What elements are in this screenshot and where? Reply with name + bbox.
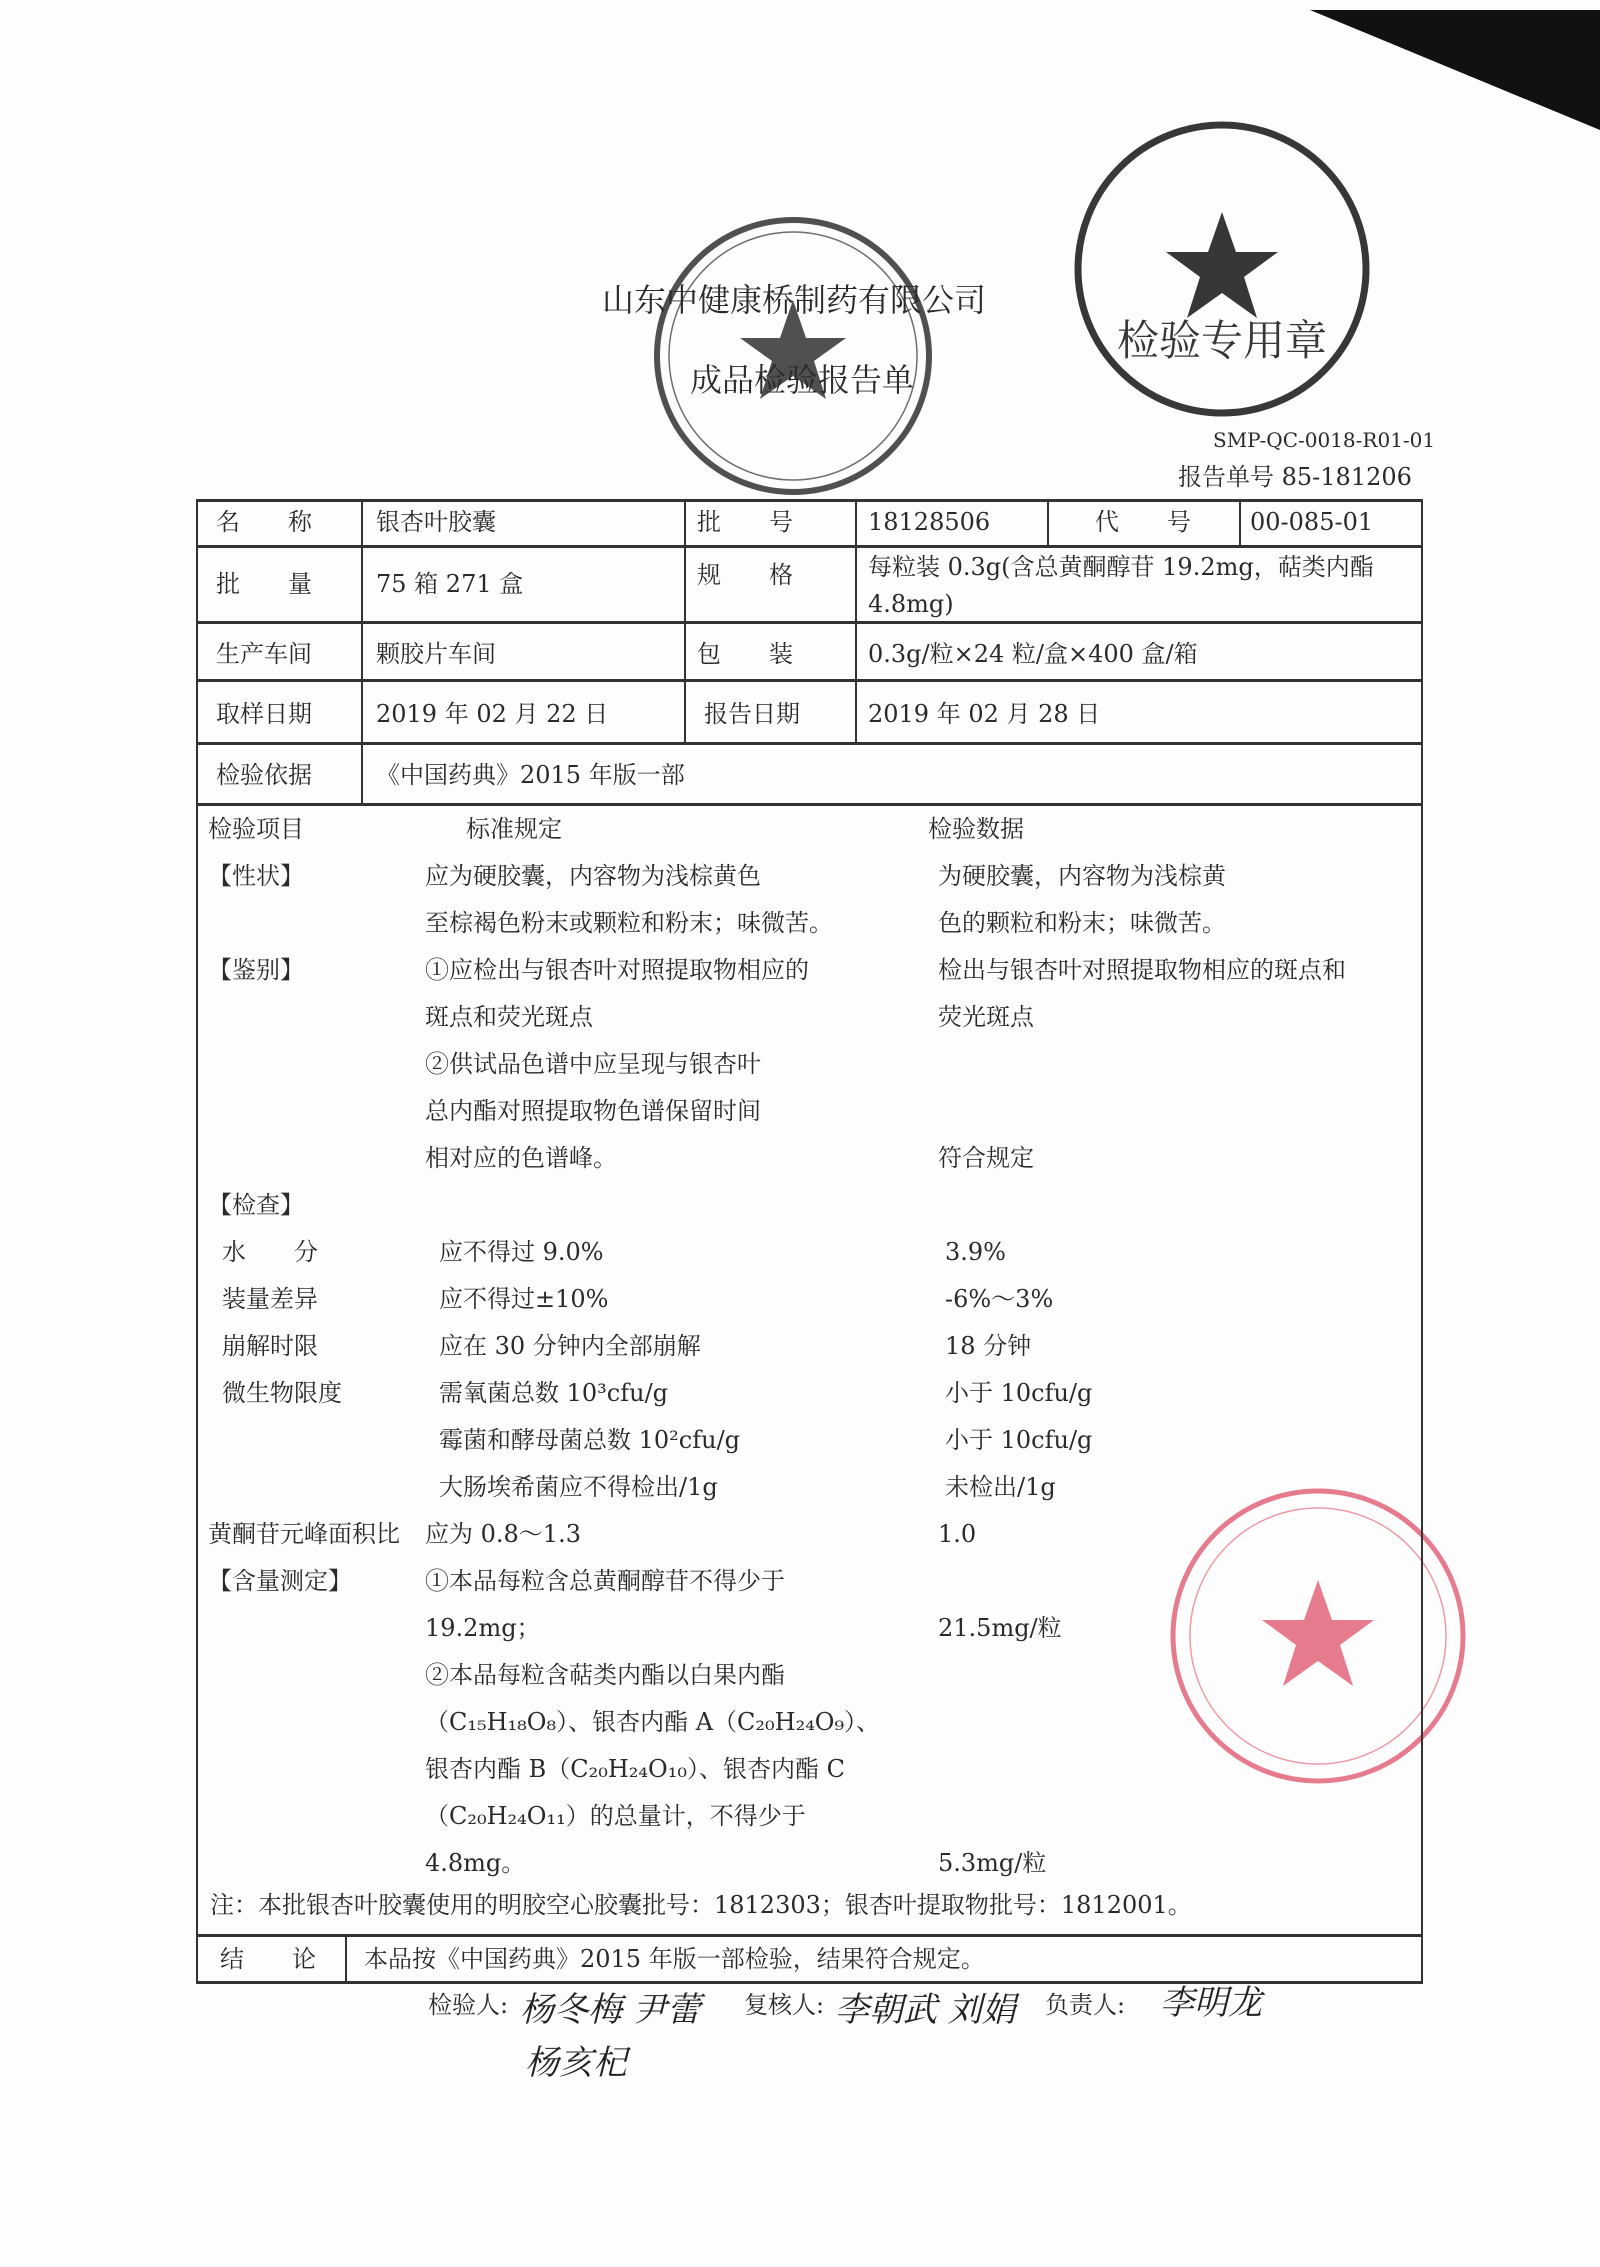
svg-text:检验专用章: 检验专用章 [1116,316,1328,365]
value-spec-line1: 每粒装 0.3g(含总黄酮醇苷 19.2mg，萜类内酯 [868,553,1374,581]
row-standard: 4.8mg。 [425,1849,526,1877]
value-code: 00-085-01 [1250,508,1374,536]
conclusion-text: 本品按《中国药典》2015 年版一部检验，结果符合规定。 [364,1945,985,1973]
company-name: 山东中健康桥制药有限公司 [602,281,987,319]
row-standard: 需氧菌总数 10³cfu/g [439,1379,669,1407]
inspector2-signature: 杨亥杞 [525,2043,627,2083]
row-item: 【性状】 [208,862,304,890]
star-icon [1166,212,1278,318]
row-standard: 相对应的色谱峰。 [425,1144,617,1172]
stamp-center [657,220,929,492]
row-standard: 大肠埃希菌应不得检出/1g [439,1473,718,1501]
row-standard: （C₁₅H₁₈O₈）、银杏内酯 A（C₂₀H₂₄O₉）、 [425,1708,881,1736]
row-item: 微生物限度 [222,1379,342,1407]
value-name: 银杏叶胶囊 [376,508,496,536]
value-workshop: 颗胶片车间 [376,640,496,668]
row-standard: 应为硬胶囊，内容物为浅棕黄色 [425,862,761,890]
row-data: 18 分钟 [945,1332,1032,1360]
row-data: 为硬胶囊，内容物为浅棕黄 [938,862,1226,890]
row-standard: 19.2mg； [425,1614,541,1642]
value-sample-date: 2019 年 02 月 22 日 [376,700,609,728]
doc-code: SMP-QC-0018-R01-01 [1213,428,1436,452]
row-item: 【检查】 [208,1191,304,1219]
row-standard: 银杏内酯 B（C₂₀H₂₄O₁₀）、银杏内酯 C [425,1755,845,1783]
inspector-signature: 杨冬梅 尹蕾 [520,1990,701,2030]
row-data: 色的颗粒和粉末；味微苦。 [938,909,1226,937]
row-data: 1.0 [938,1520,977,1548]
row-data: -6%～3% [945,1285,1054,1313]
row-item: 【鉴别】 [208,956,304,984]
row-standard: 霉菌和酵母菌总数 10²cfu/g [439,1426,741,1454]
conclusion-label: 结 论 [220,1945,316,1973]
row-data: 21.5mg/粒 [938,1614,1062,1642]
row-standard: 至棕褐色粉末或颗粒和粉末；味微苦。 [425,909,833,937]
label-spec: 规 格 [697,561,793,589]
row-data: 3.9% [945,1238,1006,1266]
row-data: 检出与银杏叶对照提取物相应的斑点和 [938,956,1346,984]
label-report-date: 报告日期 [704,700,800,728]
label-pack: 包 装 [697,640,793,668]
stamp-top-right [1078,125,1366,413]
stamp-red [1173,1491,1463,1781]
row-standard: 斑点和荧光斑点 [425,1003,593,1031]
label-batch: 批 号 [697,508,793,536]
note: 注：本批银杏叶胶囊使用的明胶空心胶囊批号：1812303；银杏叶提取物批号：1812001。 [210,1891,1192,1919]
row-standard: ②供试品色谱中应呈现与银杏叶 [425,1050,761,1078]
label-sample-date: 取样日期 [216,700,312,728]
row-item: 【含量测定】 [208,1567,352,1595]
scan-corner-shadow [1310,10,1600,130]
row-standard: 应不得过 9.0% [439,1238,604,1266]
row-data: 符合规定 [938,1144,1034,1172]
value-batch: 18128506 [868,508,991,536]
row-standard: 应为 0.8～1.3 [425,1520,581,1548]
label-basis: 检验依据 [216,761,312,789]
row-item: 装量差异 [222,1285,318,1313]
row-data: 荧光斑点 [938,1003,1034,1031]
row-standard: ②本品每粒含萜类内酯以白果内酯 [425,1661,785,1689]
col-item: 检验项目 [208,815,304,843]
star-icon [1262,1580,1374,1686]
label-qty: 批 量 [216,570,312,598]
responsible-label: 负责人: [1045,1991,1126,2019]
row-item: 崩解时限 [222,1332,318,1360]
value-pack: 0.3g/粒×24 粒/盒×400 盒/箱 [868,640,1198,668]
label-code: 代 号 [1095,508,1191,536]
value-qty: 75 箱 271 盒 [376,570,524,598]
responsible-signature: 李明龙 [1160,1983,1262,2023]
row-data: 未检出/1g [945,1473,1056,1501]
reviewer-label: 复核人: [744,1991,825,2019]
report-number: 报告单号 85-181206 [1178,463,1412,491]
row-data: 小于 10cfu/g [945,1379,1093,1407]
row-standard: ①应检出与银杏叶对照提取物相应的 [425,956,809,984]
col-standard: 标准规定 [466,815,562,843]
row-data: 5.3mg/粒 [938,1849,1047,1877]
row-data: 小于 10cfu/g [945,1426,1093,1454]
label-name: 名 称 [216,508,312,536]
report-title: 成品检验报告单 [690,361,915,399]
row-standard: （C₂₀H₂₄O₁₁）的总量计，不得少于 [425,1802,806,1830]
row-item: 黄酮苷元峰面积比 [208,1520,400,1548]
reviewer-signature: 李朝武 刘娟 [835,1990,1016,2030]
row-standard: 应在 30 分钟内全部崩解 [439,1332,701,1360]
row-item: 水 分 [222,1238,318,1266]
row-standard: 应不得过±10% [439,1285,609,1313]
value-basis: 《中国药典》2015 年版一部 [376,761,685,789]
col-data: 检验数据 [928,815,1024,843]
row-standard: ①本品每粒含总黄酮醇苷不得少于 [425,1567,785,1595]
value-report-date: 2019 年 02 月 28 日 [868,700,1101,728]
row-standard: 总内酯对照提取物色谱保留时间 [425,1097,761,1125]
label-workshop: 生产车间 [216,640,312,668]
value-spec-line2: 4.8mg) [868,590,954,618]
inspector-label: 检验人: [428,1991,509,2019]
